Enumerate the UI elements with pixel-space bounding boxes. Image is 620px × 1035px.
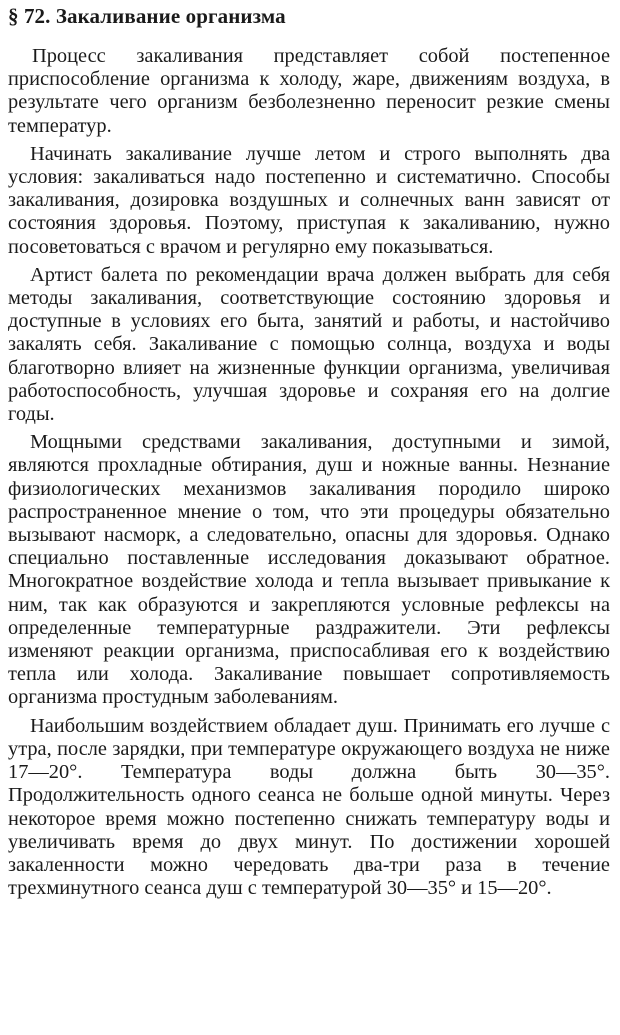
paragraph-hardening-start: Начинать закаливание лучше летом и строго выполнять два условия: закаливаться надо постепенно и систематично. Способы закаливания, дозировка воздушных и солнечных ванн зависят от состояния здоровья. Поэтому, приступая к закаливанию, нужно посоветоваться с врачом и регулярно ему показываться. (8, 142, 610, 258)
paragraph-hardening-means: Мощными средствами закаливания, доступными и зимой, являются прохладные обтирания, душ и ножные ванны. Незнание физиологических механизмов закаливания породило широко распространенное мнение о том, что эти процедуры обязательно вызывают насморк, а следовательно, опасны для здоровья. Однако специально поставленные исследования доказывают обратное. Многократное воздействие холода и тепла вызывает привыкание к ним, так как образуются и закрепляются условные рефлексы на определенные температурные раздражители. Эти рефлексы изменяют реакции организма, приспосабливая его к воздействию тепла или холода. Закаливание повышает сопротивляемость организма простудным заболеваниям. (8, 431, 610, 709)
paragraph-shower: Наибольшим воздействием обладает душ. Принимать его лучше с утра, после зарядки, при температуре окружающего воздуха не ниже 17—20°. Температура воды должна быть 30—35°. Продолжительность одного сеанса не больше одной минуты. Через некоторое время можно постепенно снижать температуру воды и увеличивать время до двух минут. По достижении хорошей закаленности можно чередовать два-три раза в течение трехминутного сеанса душ с температурой 30—35° и 15—20°. (8, 714, 610, 900)
paragraph-ballet-artist: Артист балета по рекомендации врача должен выбрать для себя методы закаливания, соответствующие состоянию здоровья и доступные в условиях его быта, занятий и работы, и настойчиво закалять себя. Закаливание с помощью солнца, воздуха и воды благотворно влияет на жизненные функции организма, увеличивая работоспособность, улучшая здоровье и сохраняя его на долгие годы. (8, 263, 610, 426)
section-heading: § 72. Закаливание организма (8, 4, 286, 28)
paragraph-hardening-definition: Процесс закаливания представляет собой постепенное приспособление организма к холоду, жаре, движениям воздуха, в результате чего организм безболезненно переносит резкие смены температур. (8, 45, 610, 137)
